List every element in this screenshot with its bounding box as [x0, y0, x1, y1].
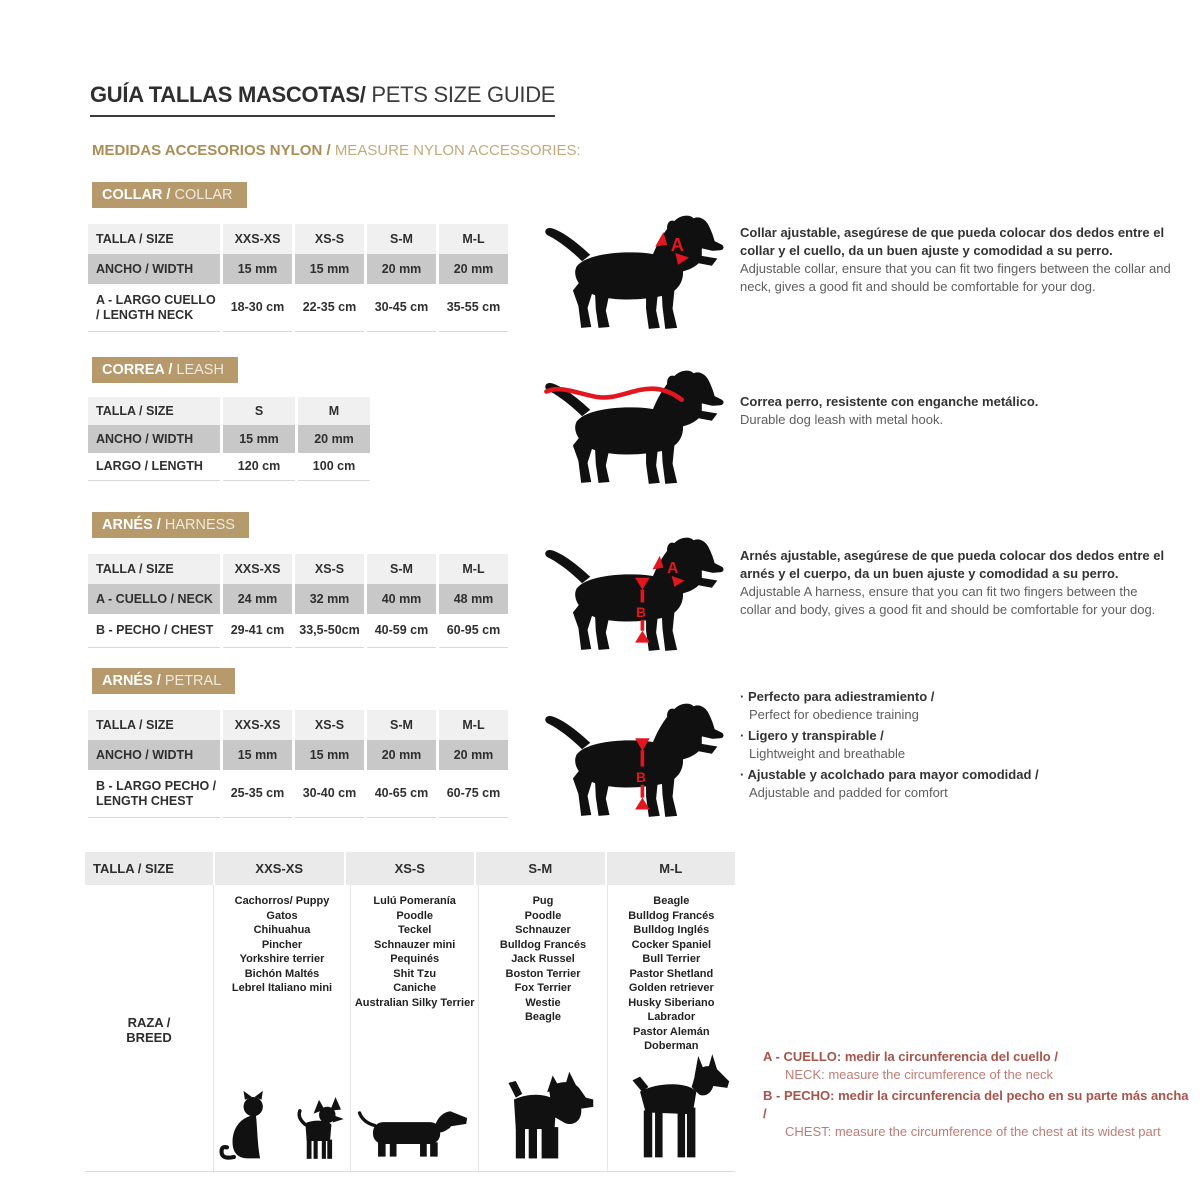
harness-badge: [92, 512, 249, 538]
collar-header-size: TALLA / SIZE: [88, 224, 220, 254]
breed-row-label: [85, 885, 213, 1171]
leash-badge: [92, 357, 238, 383]
petral-bullet: [740, 688, 1172, 724]
dachshund-silhouette: [356, 1102, 474, 1165]
harness-badge-es: ARNÉS /: [102, 517, 161, 533]
collar-header-xxs: XXS-XS: [223, 224, 292, 254]
petral-size-table: [88, 710, 508, 818]
breed-silhouettes-xxs-xs: [216, 1089, 348, 1167]
leash-header-size: TALLA / SIZE: [88, 397, 220, 425]
petral-badge: [92, 668, 235, 694]
petral-width-value: 20 mm: [367, 740, 436, 770]
leash-width-value: 20 mm: [298, 425, 370, 453]
petral-chest-value: 40-65 cm: [367, 770, 436, 818]
breed-silhouettes-m-l: [610, 1054, 733, 1167]
leash-width-value: 15 mm: [223, 425, 295, 453]
harness-neck-value: 24 mm: [223, 584, 292, 614]
harness-neck-value: 40 mm: [367, 584, 436, 614]
breed-cell-xxs-xs: [213, 885, 350, 1171]
cat-silhouette: [216, 1089, 278, 1165]
petral-width-value: 15 mm: [223, 740, 292, 770]
harness-desc-es: Arnés ajustable, asegúrese de que pueda colocar dos dedos entre el arnés y el cuerpo, da un buen ajuste y comodidad a su perro.: [740, 548, 1165, 581]
leash-size-table: [88, 397, 370, 481]
breed-silhouettes-s-m: [481, 1068, 604, 1167]
collar-neck-label: A - LARGO CUELLO / LENGTH NECK: [88, 284, 220, 332]
leash-header-m: M: [298, 397, 370, 425]
nylon-accessories-subtitle: [92, 142, 581, 159]
collar-badge: [92, 182, 247, 208]
harness-desc-en: Adjustable A harness, ensure that you can fit two fingers between the collar and body, gives a good fit and should be comfortable for your dog.: [740, 584, 1156, 617]
note-chest-es: B - PECHO: medir la circunferencia del pecho en su parte más ancha /: [763, 1088, 1189, 1121]
collar-header-ml: M-L: [439, 224, 508, 254]
harness-chest-value: 29-41 cm: [223, 614, 292, 648]
breed-cell-m-l: [607, 885, 735, 1171]
petral-width-value: 15 mm: [295, 740, 364, 770]
petral-header-sm: S-M: [367, 710, 436, 740]
collar-width-value: 15 mm: [223, 254, 292, 284]
harness-neck-value: 48 mm: [439, 584, 508, 614]
petral-badge-en: PETRAL: [164, 673, 222, 689]
page-title-es: GUÍA TALLAS MASCOTAS/: [90, 82, 366, 107]
chihuahua-silhouette: [286, 1093, 348, 1165]
collar-header-sm: S-M: [367, 224, 436, 254]
svg-text:B: B: [636, 605, 646, 621]
harness-neck-value: 32 mm: [295, 584, 364, 614]
petral-chest-value: 60-75 cm: [439, 770, 508, 818]
schnauzer-silhouette: [490, 1068, 596, 1165]
breed-list-m-l: Beagle Bulldog Francés Bulldog Inglés Cocker Spaniel Bull Terrier Pastor Shetland Golden retriever Husky Siberiano Labrador Pastor Alemán Doberman: [628, 895, 715, 1052]
petral-header-xs: XS-S: [295, 710, 364, 740]
subtitle-es: MEDIDAS ACCESORIOS NYLON /: [92, 142, 331, 159]
petral-header-size: TALLA / SIZE: [88, 710, 220, 740]
harness-header-xxs: XXS-XS: [223, 554, 292, 584]
page-title: [90, 82, 555, 117]
harness-description: [740, 547, 1172, 619]
note-neck-en: NECK: measure the circumference of the neck: [785, 1067, 1054, 1082]
dog-petral-illustration: [540, 698, 732, 821]
breed-header-sm: S-M: [476, 852, 605, 885]
collar-neck-value: 18-30 cm: [223, 284, 292, 332]
leash-description: [740, 393, 1172, 429]
dog-collar-illustration: [540, 210, 732, 333]
leash-length-value: 120 cm: [223, 453, 295, 481]
petral-bullet-en: Perfect for obedience training: [749, 707, 919, 722]
breed-list-xxs-xs: Cachorros/ Puppy Gatos Chihuahua Pincher Yorkshire terrier Bichón Maltés Lebrel Italiano mini: [231, 895, 333, 994]
petral-bullet-es: · Perfecto para adiestramiento /: [740, 688, 1172, 706]
breed-list-s-m: Pug Poodle Schnauzer Bulldog Francés Jack Russel Boston Terrier Fox Terrier Westie Beagle: [499, 895, 587, 1023]
note-chest-en: CHEST: measure the circumference of the chest at its widest part: [785, 1124, 1161, 1139]
breed-header-xs: XS-S: [346, 852, 475, 885]
petral-bullet: [740, 727, 1172, 763]
collar-badge-en: COLLAR: [174, 187, 233, 203]
breed-list-xs-s: Lulú Pomeranía Poodle Teckel Schnauzer mini Pequinés Shit Tzu Caniche Australian Silky Terrier: [354, 895, 475, 1009]
breed-silhouettes-xs-s: [353, 1102, 476, 1167]
harness-neck-label: A - CUELLO / NECK: [88, 584, 220, 614]
collar-width-value: 20 mm: [367, 254, 436, 284]
breed-table-body: [85, 885, 735, 1172]
breed-cell-s-m: [478, 885, 606, 1171]
measuring-notes: [763, 1048, 1195, 1144]
harness-header-sm: S-M: [367, 554, 436, 584]
petral-header-ml: M-L: [439, 710, 508, 740]
leash-badge-es: CORREA /: [102, 362, 173, 378]
harness-chest-value: 40-59 cm: [367, 614, 436, 648]
collar-width-label: ANCHO / WIDTH: [88, 254, 220, 284]
page-title-en: PETS SIZE GUIDE: [371, 82, 556, 107]
breed-cell-xs-s: [350, 885, 478, 1171]
petral-width-value: 20 mm: [439, 740, 508, 770]
note-neck-es: A - CUELLO: medir la circunferencia del cuello /: [763, 1049, 1058, 1064]
leash-length-label: LARGO / LENGTH: [88, 453, 220, 481]
leash-desc-en: Durable dog leash with metal hook.: [740, 412, 944, 427]
petral-bullet-es: · Ajustable y acolchado para mayor comodidad /: [740, 766, 1172, 784]
subtitle-en: MEASURE NYLON ACCESSORIES:: [334, 142, 581, 159]
petral-description: [740, 688, 1172, 805]
petral-chest-label: B - LARGO PECHO / LENGTH CHEST: [88, 770, 220, 818]
petral-width-label: ANCHO / WIDTH: [88, 740, 220, 770]
petral-chest-value: 25-35 cm: [223, 770, 292, 818]
petral-bullet: [740, 766, 1172, 802]
dog-leash-illustration: [540, 365, 732, 488]
collar-neck-value: 30-45 cm: [367, 284, 436, 332]
breed-table-header: [85, 852, 735, 885]
petral-chest-value: 30-40 cm: [295, 770, 364, 818]
collar-desc-es: Collar ajustable, asegúrese de que pueda colocar dos dedos entre el collar y el cuello, da un buen ajuste y comodidad a su perro.: [740, 225, 1165, 258]
petral-bullet-en: Lightweight and breathable: [749, 746, 906, 761]
breed-header-xxs: XXS-XS: [215, 852, 344, 885]
collar-width-value: 20 mm: [439, 254, 508, 284]
collar-neck-value: 22-35 cm: [295, 284, 364, 332]
leash-width-label: ANCHO / WIDTH: [88, 425, 220, 453]
collar-header-xs: XS-S: [295, 224, 364, 254]
collar-neck-value: 35-55 cm: [439, 284, 508, 332]
dog-harness-illustration: [540, 532, 732, 655]
collar-size-table: [88, 224, 508, 332]
breed-header-size: TALLA / SIZE: [85, 852, 213, 885]
petral-bullet-es: · Ligero y transpirable /: [740, 727, 1172, 745]
collar-badge-es: COLLAR /: [102, 187, 171, 203]
harness-size-table: [88, 554, 508, 648]
harness-header-xs: XS-S: [295, 554, 364, 584]
leash-length-value: 100 cm: [298, 453, 370, 481]
breed-header-ml: M-L: [607, 852, 736, 885]
leash-badge-en: LEASH: [176, 362, 224, 378]
harness-chest-value: 60-95 cm: [439, 614, 508, 648]
svg-text:A: A: [670, 234, 684, 256]
petral-badge-es: ARNÉS /: [102, 673, 161, 689]
harness-badge-en: HARNESS: [164, 517, 235, 533]
collar-width-value: 15 mm: [295, 254, 364, 284]
breed-table: [85, 852, 735, 1172]
petral-header-xxs: XXS-XS: [223, 710, 292, 740]
collar-desc-en: Adjustable collar, ensure that you can fit two fingers between the collar and neck, gives a good fit and should be comfortable for your dog.: [740, 261, 1171, 294]
collar-description: [740, 224, 1172, 296]
harness-chest-value: 33,5-50cm: [295, 614, 364, 648]
leash-header-s: S: [223, 397, 295, 425]
leash-desc-es: Correa perro, resistente con enganche metálico.: [740, 394, 1039, 409]
harness-header-size: TALLA / SIZE: [88, 554, 220, 584]
doberman-silhouette: [610, 1054, 732, 1165]
svg-text:B: B: [636, 770, 646, 786]
breed-row-label-text: RAZA / BREED: [126, 1015, 172, 1046]
harness-header-ml: M-L: [439, 554, 508, 584]
harness-chest-label: B - PECHO / CHEST: [88, 614, 220, 648]
svg-text:A: A: [667, 560, 679, 578]
petral-bullet-en: Adjustable and padded for comfort: [749, 785, 948, 800]
